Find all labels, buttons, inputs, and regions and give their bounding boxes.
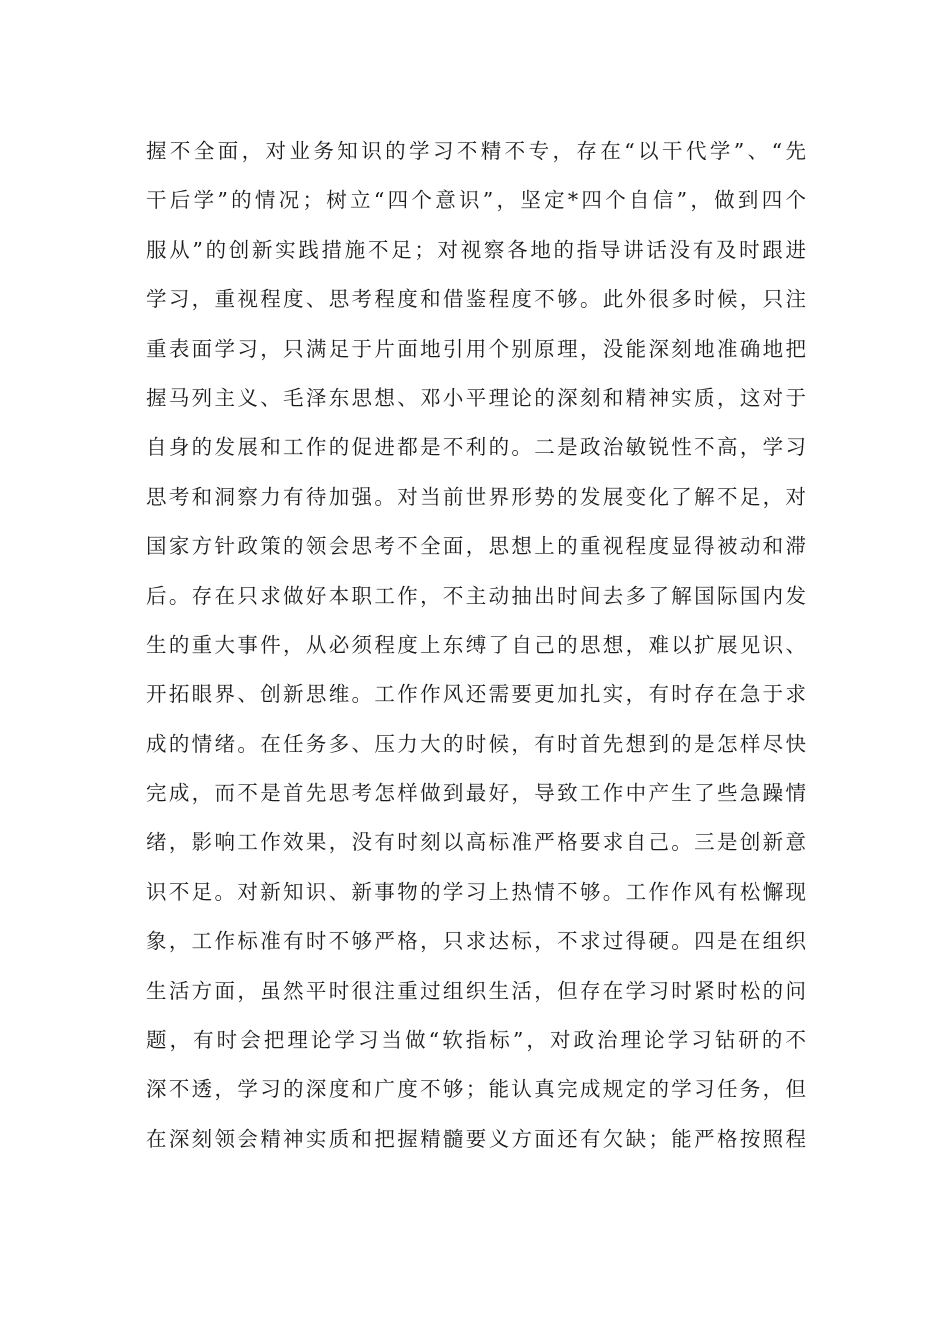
text-line: 后。存在只求做好本职工作，不主动抽出时间去多了解国际国内发 [146, 583, 806, 608]
text-line: 在深刻领会精神实质和把握精髓要义方面还有欠缺；能严格按照程 [146, 1126, 806, 1151]
body-paragraph [146, 127, 806, 1164]
text-line: 握不全面，对业务知识的学习不精不专，存在“以干代学”、“先 [146, 139, 806, 163]
text-line: 识不足。对新知识、新事物的学习上热情不够。工作作风有松懈现 [146, 879, 806, 904]
text-line: 握马列主义、毛泽东思想、邓小平理论的深刻和精神实质，这对于 [146, 385, 806, 410]
text-line: 题，有时会把理论学习当做“软指标”，对政治理论学习钻研的不 [146, 1028, 806, 1053]
text-line: 成的情绪。在任务多、压力大的时候，有时首先想到的是怎样尽快 [146, 731, 806, 756]
text-line: 完成，而不是首先思考怎样做到最好，导致工作中产生了些急躁情 [146, 781, 806, 806]
text-line: 学习，重视程度、思考程度和借鉴程度不够。此外很多时候，只注 [146, 287, 806, 312]
text-line: 开拓眼界、创新思维。工作作风还需要更加扎实，有时存在急于求 [146, 682, 806, 707]
text-line: 生活方面，虽然平时很注重过组织生活，但存在学习时紧时松的问 [146, 978, 806, 1003]
text-line: 自身的发展和工作的促进都是不利的。二是政治敏锐性不高，学习 [146, 435, 806, 460]
text-line: 象，工作标准有时不够严格，只求达标，不求过得硬。四是在组织 [146, 929, 806, 954]
text-line: 思考和洞察力有待加强。对当前世界形势的发展变化了解不足，对 [146, 484, 806, 509]
text-line: 干后学”的情况；树立“四个意识”，坚定*四个自信”，做到四个 [146, 188, 806, 213]
text-line: 绪，影响工作效果，没有时刻以高标准严格要求自己。三是创新意 [146, 830, 806, 855]
text-line: 深不透，学习的深度和广度不够；能认真完成规定的学习任务，但 [146, 1077, 806, 1102]
text-line: 服从”的创新实践措施不足；对视察各地的指导讲话没有及时跟进 [146, 237, 806, 262]
text-line: 重表面学习，只满足于片面地引用个别原理，没能深刻地准确地把 [146, 336, 806, 361]
text-line: 生的重大事件，从必须程度上东缚了自己的思想，难以扩展见识、 [146, 632, 806, 657]
text-line: 国家方针政策的领会思考不全面，思想上的重视程度显得被动和滞 [146, 534, 806, 559]
